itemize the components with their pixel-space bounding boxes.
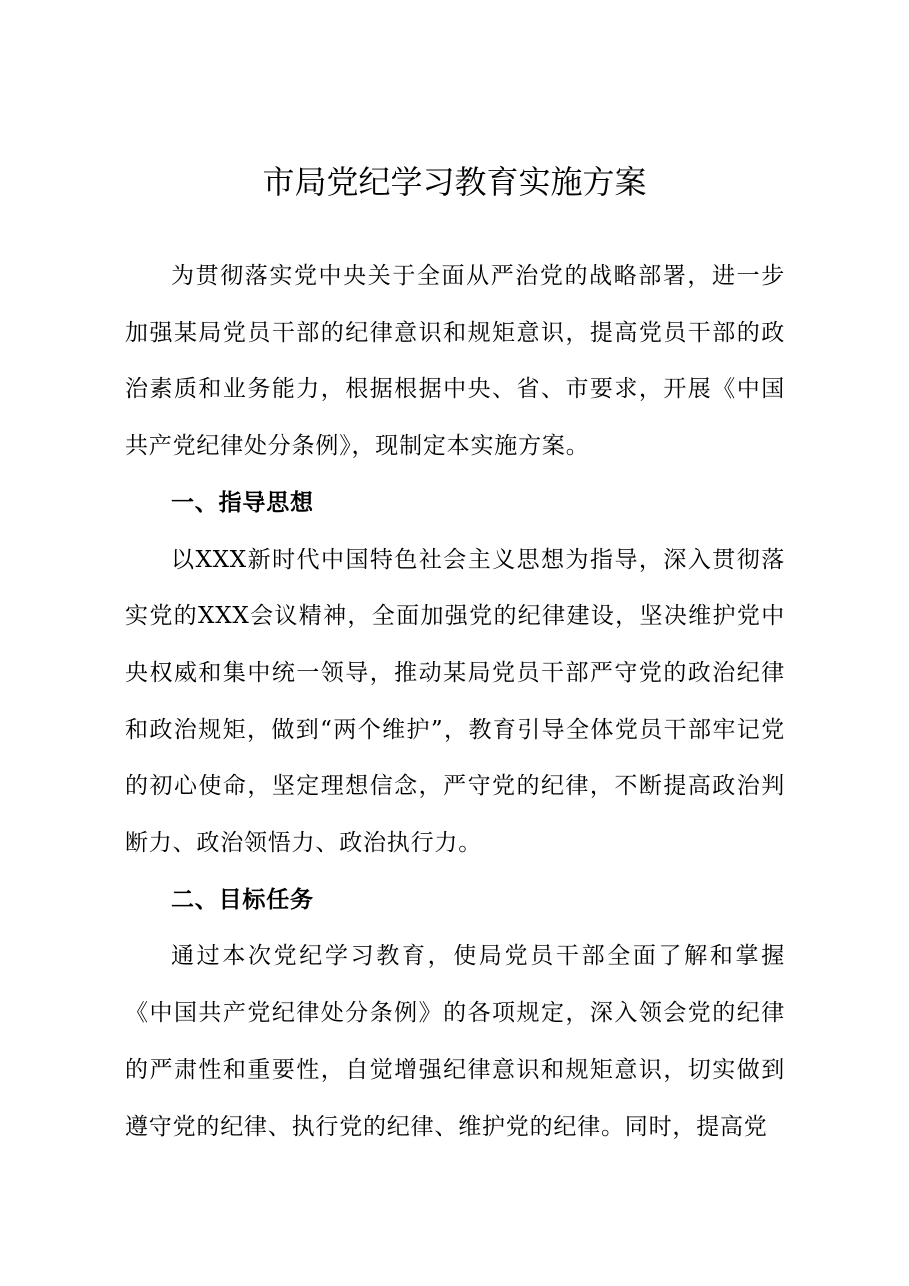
document-body (125, 248, 785, 1155)
guiding-ideology-paragraph: 以XXX新时代中国特色社会主义思想为指导，深入贯彻落实党的XXX会议精神，全面加强党的纪律建设，坚决维护党中央权威和集中统一领导，推动某局党员干部严守党的政治纪律和政治规矩，做到“两个维护”，教育引导全体党员干部牢记党的初心使命，坚定理想信念，严守党的纪律，不断提高政治判断力、政治领悟力、政治执行力。 (125, 546, 785, 857)
section-heading-guiding-ideology: 一、指导思想 (171, 489, 314, 516)
section-heading-goals-tasks: 二、目标任务 (171, 886, 314, 913)
goals-tasks-paragraph: 通过本次党纪学习教育，使局党员干部全面了解和掌握《中国共产党纪律处分条例》的各项规定，深入领会党的纪律的严肃性和重要性，自觉增强纪律意识和规矩意识，切实做到遵守党的纪律、执行党的纪律、维护党的纪律。同时，提高党 (125, 943, 785, 1140)
intro-paragraph: 为贯彻落实党中央关于全面从严治党的战略部署，进一步加强某局党员干部的纪律意识和规矩意识，提高党员干部的政治素质和业务能力，根据根据中央、省、市要求，开展《中国共产党纪律处分条例》，现制定本实施方案。 (125, 263, 785, 460)
document-title: 市局党纪学习教育实施方案 (262, 163, 647, 201)
